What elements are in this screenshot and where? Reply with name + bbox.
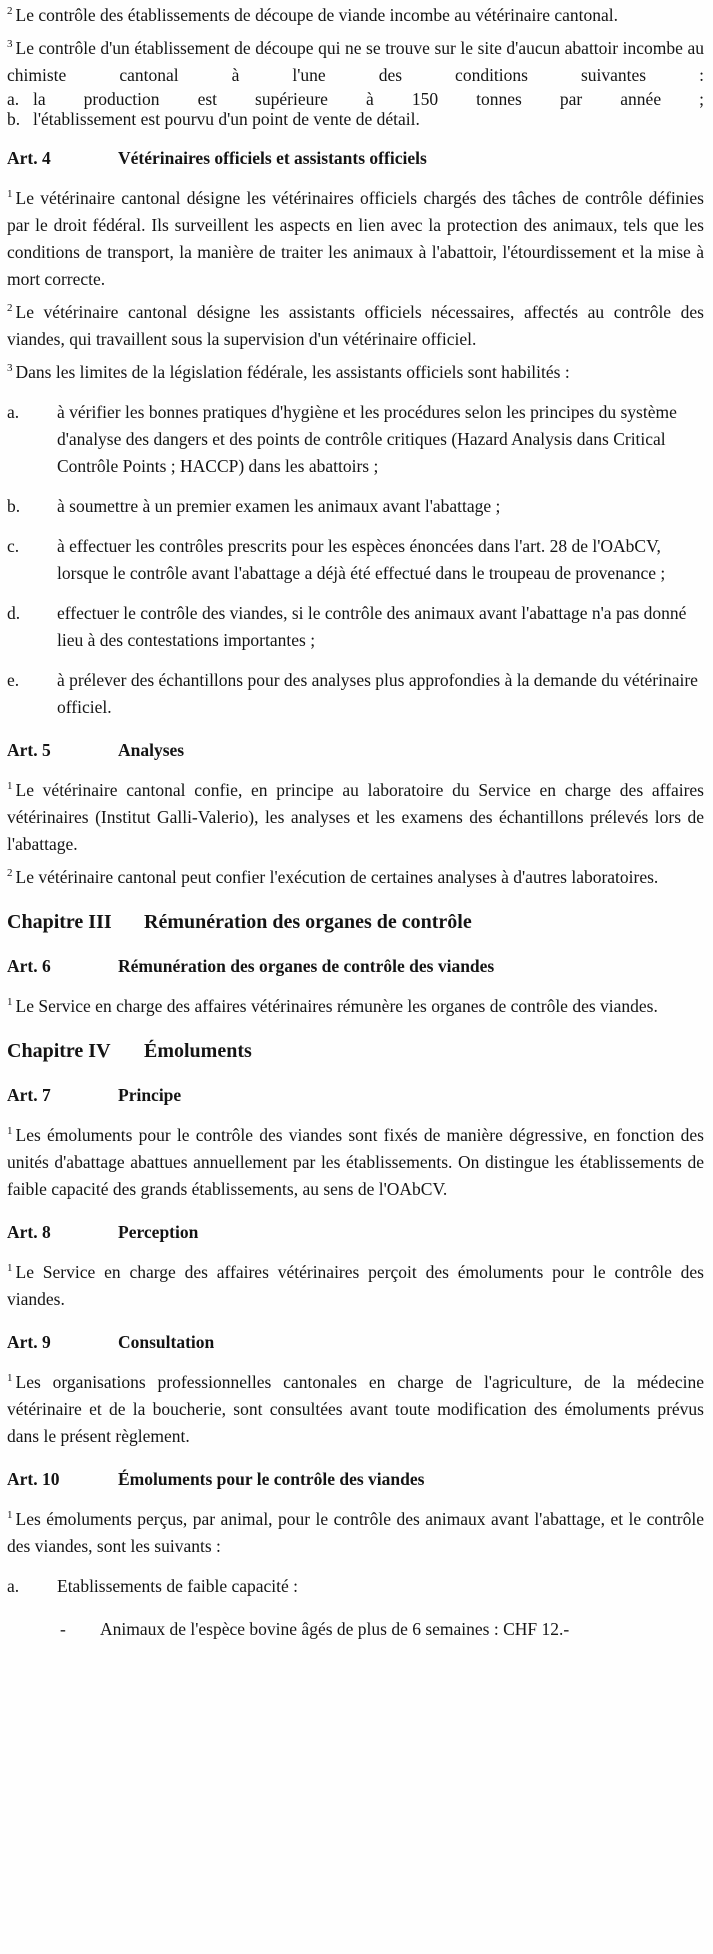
paragraph-text: Le Service en charge des affaires vétérinaires perçoit des émoluments pour le contrôle des viandes. bbox=[7, 1262, 704, 1309]
article-title: Consultation bbox=[118, 1332, 215, 1352]
article-title: Perception bbox=[118, 1222, 199, 1242]
chapter-number: Chapitre IV bbox=[7, 1040, 111, 1062]
paragraph-number: 2 bbox=[7, 867, 13, 880]
article-number: Art. 10 bbox=[7, 1469, 60, 1489]
chapter-heading bbox=[7, 907, 704, 937]
list-item-text: effectuer le contrôle des viandes, si le contrôle des animaux avant l'abattage n'a pas donné lieu à des contestations importantes ; bbox=[57, 603, 687, 650]
list-item bbox=[7, 109, 704, 129]
paragraph bbox=[7, 35, 704, 89]
paragraph bbox=[7, 1122, 704, 1203]
chapter-title: Rémunération des organes de contrôle bbox=[144, 911, 472, 933]
paragraph bbox=[7, 299, 704, 353]
paragraph-text: Les émoluments perçus, par animal, pour le contrôle des animaux avant l'abattage, et le contrôle des viandes, sont les suivants : bbox=[7, 1509, 704, 1556]
paragraph bbox=[7, 2, 704, 29]
list-item bbox=[7, 89, 704, 109]
article-number: Art. 5 bbox=[7, 740, 51, 760]
list-item bbox=[7, 533, 704, 587]
list-item-marker: a. bbox=[7, 89, 20, 109]
chapter-title: Émoluments bbox=[144, 1040, 252, 1062]
paragraph-text: Les émoluments pour le contrôle des viandes sont fixés de manière dégressive, en fonction des unités d'abattage abattues annuellement par les établissements. On distingue les établissements de faible capacité des grands établissements, au sens de l'OAbCV. bbox=[7, 1125, 704, 1199]
paragraph-text: Le vétérinaire cantonal confie, en principe au laboratoire du Service en charge des affaires vétérinaires (Institut Galli-Valerio), les analyses et les examens des échantillons prélevés lors de l'abattage. bbox=[7, 780, 704, 854]
paragraph-number: 1 bbox=[7, 1125, 13, 1138]
list-item-marker: a. bbox=[7, 1576, 20, 1596]
list-item bbox=[7, 1573, 704, 1600]
paragraph bbox=[7, 993, 704, 1020]
paragraph-text: Le Service en charge des affaires vétérinaires rémunère les organes de contrôle des viandes. bbox=[15, 996, 658, 1016]
article-number: Art. 9 bbox=[7, 1332, 51, 1352]
paragraph-text: Dans les limites de la législation fédérale, les assistants officiels sont habilités : bbox=[15, 362, 570, 382]
paragraph-text: Le contrôle des établissements de découpe de viande incombe au vétérinaire cantonal. bbox=[15, 5, 619, 25]
paragraph-text: Le contrôle d'un établissement de découpe qui ne se trouve sur le site d'aucun abattoir incombe au chimiste cantonal à l'une des conditions suivantes : bbox=[7, 38, 704, 85]
paragraph-number: 3 bbox=[7, 38, 13, 51]
paragraph-number: 1 bbox=[7, 1372, 13, 1385]
paragraph-number: 1 bbox=[7, 1509, 13, 1522]
list-item-marker: b. bbox=[7, 109, 21, 129]
article-heading bbox=[7, 1329, 704, 1356]
list-item bbox=[7, 493, 704, 520]
list-item-text: à soumettre à un premier examen les animaux avant l'abattage ; bbox=[57, 496, 501, 516]
article-title: Émoluments pour le contrôle des viandes bbox=[118, 1469, 425, 1489]
list-item bbox=[7, 667, 704, 721]
paragraph bbox=[7, 359, 704, 386]
list-item-text: l'établissement est pourvu d'un point de vente de détail. bbox=[33, 109, 420, 129]
list-item-marker: e. bbox=[7, 670, 20, 690]
article-heading bbox=[7, 737, 704, 764]
paragraph-number: 1 bbox=[7, 780, 13, 793]
list-item-text: à vérifier les bonnes pratiques d'hygiène et les procédures selon les principes du système d'analyse des dangers et des points de contrôle critiques (Hazard Analysis dans Critical Contrôle Points ; HACCP) dans les abattoirs ; bbox=[57, 402, 677, 476]
dash-item-text: Animaux de l'espèce bovine âgés de plus de 6 semaines : CHF 12.- bbox=[100, 1619, 570, 1639]
article-number: Art. 8 bbox=[7, 1222, 51, 1242]
list-item-marker: c. bbox=[7, 536, 20, 556]
article-number: Art. 4 bbox=[7, 148, 51, 168]
article-heading bbox=[7, 145, 704, 172]
list-item-text: à prélever des échantillons pour des analyses plus approfondies à la demande du vétérinaire officiel. bbox=[57, 670, 698, 717]
dash-list-item bbox=[60, 1616, 704, 1643]
dash-marker: - bbox=[60, 1619, 66, 1639]
article-heading bbox=[7, 1082, 704, 1109]
paragraph-number: 2 bbox=[7, 5, 13, 18]
chapter-number: Chapitre III bbox=[7, 911, 112, 933]
article-number: Art. 7 bbox=[7, 1085, 51, 1105]
list-item-marker: b. bbox=[7, 496, 21, 516]
paragraph-number: 2 bbox=[7, 302, 13, 315]
list-item-marker: a. bbox=[7, 402, 20, 422]
article-title: Analyses bbox=[118, 740, 185, 760]
list-item bbox=[7, 600, 704, 654]
paragraph-text: Les organisations professionnelles cantonales en charge de l'agriculture, de la médecine vétérinaire et de la boucherie, sont consultées avant toute modification des émoluments prévus dans le présent règlement. bbox=[7, 1372, 704, 1446]
paragraph bbox=[7, 1506, 704, 1560]
list-item-marker: d. bbox=[7, 603, 21, 623]
paragraph-text: Le vétérinaire cantonal désigne les assistants officiels nécessaires, affectés au contrôle des viandes, qui travaillent sous la supervision d'un vétérinaire officiel. bbox=[7, 302, 704, 349]
article-title: Rémunération des organes de contrôle des viandes bbox=[118, 956, 495, 976]
paragraph bbox=[7, 1369, 704, 1450]
paragraph bbox=[7, 864, 704, 891]
paragraph-number: 1 bbox=[7, 1262, 13, 1275]
list-item-text: Etablissements de faible capacité : bbox=[57, 1576, 299, 1596]
article-title: Vétérinaires officiels et assistants officiels bbox=[118, 148, 427, 168]
article-heading bbox=[7, 1466, 704, 1493]
paragraph-text: Le vétérinaire cantonal désigne les vétérinaires officiels chargés des tâches de contrôle définies par le droit fédéral. Ils surveillent les aspects en lien avec la protection des animaux, tels que les conditions de transport, la manière de traiter les animaux à l'abattoir, l'étourdissement et la mise à mort correcte. bbox=[7, 188, 704, 289]
paragraph-number: 3 bbox=[7, 362, 13, 375]
paragraph-number: 1 bbox=[7, 996, 13, 1009]
article-title: Principe bbox=[118, 1085, 182, 1105]
chapter-heading bbox=[7, 1036, 704, 1066]
article-heading bbox=[7, 953, 704, 980]
paragraph bbox=[7, 185, 704, 293]
list-item-text: à effectuer les contrôles prescrits pour les espèces énoncées dans l'art. 28 de l'OAbCV, lorsque le contrôle avant l'abattage a déjà été effectué dans le troupeau de provenance ; bbox=[57, 536, 666, 583]
list-item-text: la production est supérieure à 150 tonnes par année ; bbox=[33, 89, 704, 109]
paragraph bbox=[7, 777, 704, 858]
article-number: Art. 6 bbox=[7, 956, 51, 976]
paragraph-text: Le vétérinaire cantonal peut confier l'exécution de certaines analyses à d'autres laboratoires. bbox=[15, 867, 659, 887]
paragraph-number: 1 bbox=[7, 188, 13, 201]
paragraph bbox=[7, 1259, 704, 1313]
list-item bbox=[7, 399, 704, 480]
article-heading bbox=[7, 1219, 704, 1246]
